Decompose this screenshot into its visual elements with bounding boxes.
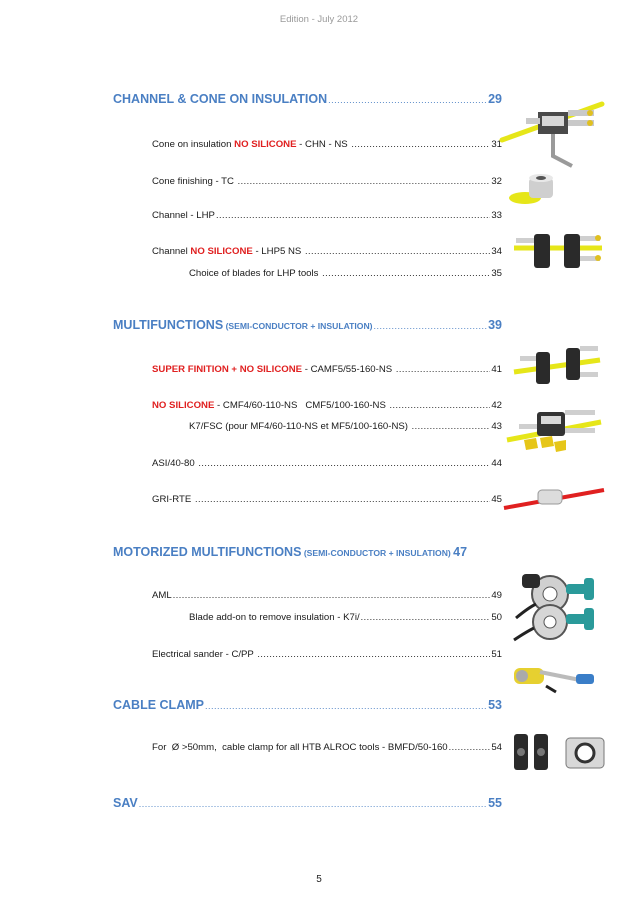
toc-entry-aml[interactable] <box>152 590 502 601</box>
entry-highlight: SUPER FINITION + NO SILICONE <box>152 364 303 375</box>
entry-text: Choice of blades for LHP tools <box>189 268 322 279</box>
page-number: 5 <box>316 874 322 885</box>
section-subtitle <box>301 548 453 558</box>
leader-dots <box>328 95 487 105</box>
toc-entry-gri-rte[interactable] <box>152 494 502 505</box>
leader-dots <box>412 421 491 431</box>
entry-text: Cone finishing - TC <box>152 176 237 187</box>
leader-dots <box>449 742 491 752</box>
toc-entry-cmf4-ns[interactable] <box>152 400 502 411</box>
leader-dots <box>238 176 491 186</box>
leader-dots <box>396 364 490 374</box>
section-title: MOTORIZED MULTIFUNCTIONS <box>113 545 302 559</box>
entry-text: Cone on insulation <box>152 139 235 150</box>
entry-page: 32 <box>491 176 502 187</box>
section-cable-clamp[interactable] <box>113 698 502 712</box>
entry-highlight: NO SILICONE <box>234 139 297 150</box>
toc-entry-asi[interactable] <box>152 458 502 469</box>
section-title: MULTIFUNCTIONS <box>113 318 224 332</box>
toc-entry-camf5[interactable] <box>152 364 502 375</box>
toc-entry-k7i[interactable] <box>189 612 502 623</box>
section-page: 29 <box>488 92 502 106</box>
entry-text: Channel - LHP <box>152 210 215 221</box>
entry-text: ASI/40-80 <box>152 458 198 469</box>
entry-page: 35 <box>491 268 502 279</box>
leader-dots <box>351 139 490 149</box>
entry-text: - CMF4/60-110-NS CMF5/100-160-NS <box>214 400 389 411</box>
entry-highlight: NO SILICONE <box>152 400 215 411</box>
k7i-tool-image <box>508 600 608 648</box>
entry-text: For Ø >50mm, cable clamp for all HTB ALROC tools - BMFD/50-160 <box>152 742 448 753</box>
k7-blades-image <box>522 434 568 454</box>
toc-entry-chn-ns[interactable] <box>152 139 502 150</box>
leader-dots <box>374 321 488 331</box>
toc-entry-lhp5-ns[interactable] <box>152 246 502 257</box>
leader-dots <box>198 458 490 468</box>
entry-text: Electrical sander - C/PP <box>152 649 257 660</box>
leader-dots <box>216 210 490 220</box>
section-title: CHANNEL & CONE ON INSULATION <box>113 92 328 106</box>
cable-clamp-image <box>510 728 610 776</box>
leader-dots <box>139 799 487 809</box>
entry-page: 43 <box>491 421 502 432</box>
entry-page: 50 <box>491 612 502 623</box>
section-channel-cone[interactable] <box>113 92 502 106</box>
leader-dots <box>305 246 490 256</box>
section-subtitle <box>223 321 372 331</box>
section-subtitle-text: (SEMI-CONDUCTOR + INSULATION) <box>225 321 373 331</box>
entry-page: 44 <box>491 458 502 469</box>
section-title: SAV <box>113 796 138 810</box>
entry-page: 33 <box>491 210 502 221</box>
sander-image <box>510 650 600 698</box>
toc-entry-k7-fsc[interactable] <box>189 421 502 432</box>
entry-text: - LHP5 NS <box>252 246 304 257</box>
edition-header: Edition - July 2012 <box>279 14 359 25</box>
entry-page: 34 <box>491 246 502 257</box>
cone-tool-image <box>498 98 608 170</box>
section-page: 39 <box>488 318 502 332</box>
entry-text: Blade add-on to remove insulation - K7i/ <box>189 612 360 623</box>
entry-page: 49 <box>491 590 502 601</box>
channel-tool-image <box>512 226 604 278</box>
entry-text: Channel <box>152 246 191 257</box>
toc-entry-tc[interactable] <box>152 176 502 187</box>
leader-dots <box>257 649 490 659</box>
entry-highlight: NO SILICONE <box>190 246 253 257</box>
entry-page: 42 <box>491 400 502 411</box>
section-motorized-multifunctions[interactable] <box>113 545 502 559</box>
section-title: CABLE CLAMP <box>113 698 204 712</box>
leader-dots <box>361 612 491 622</box>
toc-entry-sander[interactable] <box>152 649 502 660</box>
entry-page: 54 <box>491 742 502 753</box>
section-sav[interactable] <box>113 796 502 810</box>
section-subtitle-text: (SEMI-CONDUCTOR + INSULATION) <box>303 548 451 558</box>
leader-dots <box>205 701 487 711</box>
toc-entry-lhp-blades[interactable] <box>189 268 502 279</box>
leader-dots <box>390 400 491 410</box>
toc-entry-bmfd[interactable] <box>152 742 502 753</box>
entry-text: K7/FSC (pour MF4/60-110-NS et MF5/100-160-NS) <box>189 421 411 432</box>
section-page: 55 <box>488 796 502 810</box>
leader-dots <box>322 268 490 278</box>
section-multifunctions[interactable] <box>113 318 502 332</box>
toc-entry-lhp[interactable] <box>152 210 502 221</box>
gri-rte-image <box>502 484 606 514</box>
entry-text: - CHN - NS <box>296 139 351 150</box>
entry-text: - CAMF5/55-160-NS <box>302 364 395 375</box>
entry-text: GRI-RTE <box>152 494 194 505</box>
entry-page: 51 <box>491 649 502 660</box>
entry-page: 41 <box>491 364 502 375</box>
leader-dots <box>173 590 491 600</box>
entry-text: AML <box>152 590 172 601</box>
section-page: 47 <box>453 545 468 559</box>
leader-dots <box>195 494 490 504</box>
cone-finishing-image <box>505 172 565 210</box>
section-page: 53 <box>488 698 502 712</box>
entry-page: 31 <box>491 139 502 150</box>
entry-page: 45 <box>491 494 502 505</box>
multifunction-tool-image <box>512 342 602 392</box>
